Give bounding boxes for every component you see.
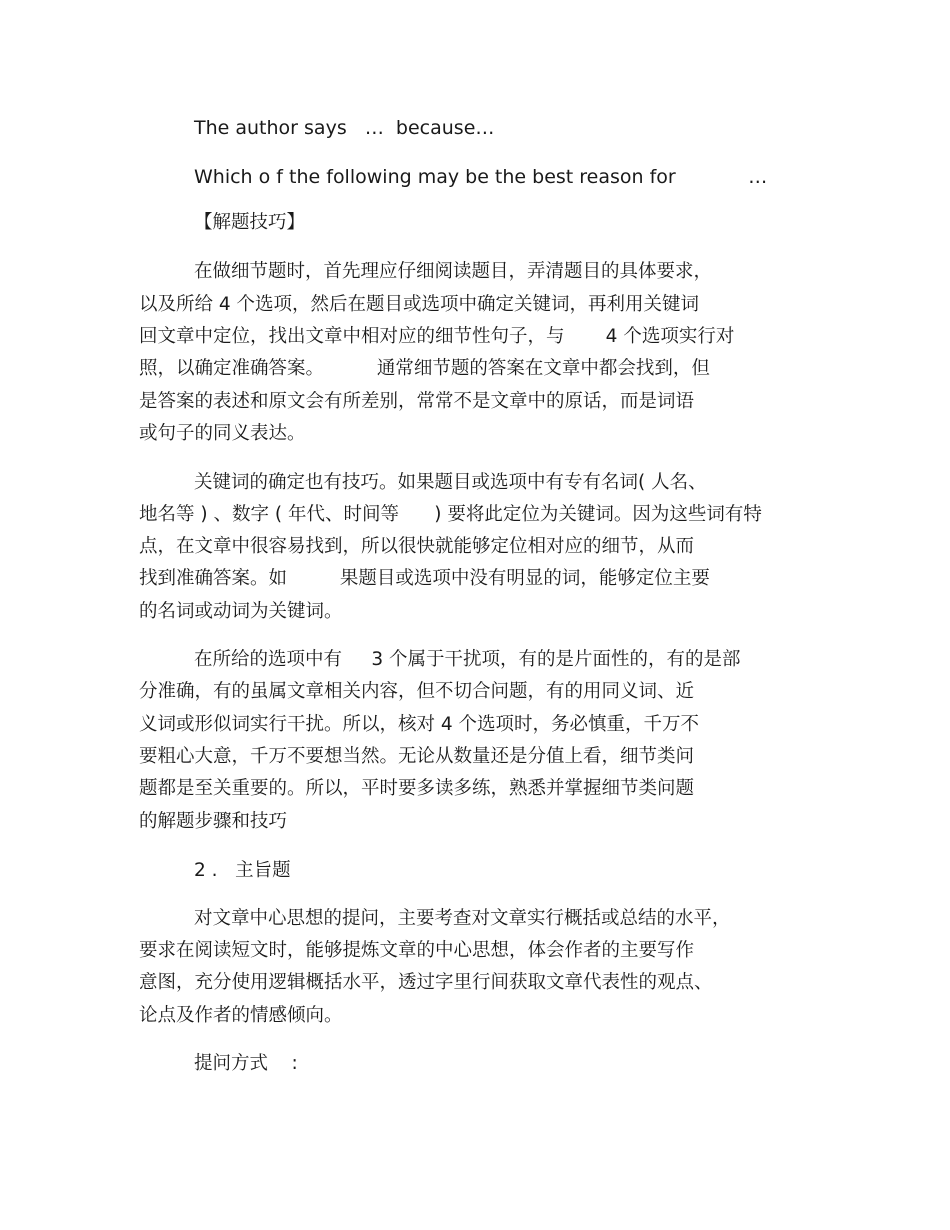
section-heading-main-idea: 2 . 主旨题 xyxy=(194,860,291,881)
paragraph-line: 分准确，有的虽属文章相关内容，但不切合问题，有的用同义词、近 xyxy=(139,681,695,702)
paragraph-line: 或句子的同义表达。 xyxy=(139,423,306,444)
paragraph-line: 照，以确定准确答案。 通常细节题的答案在文章中都会找到，但 xyxy=(139,358,710,379)
paragraph-line: 的解题步骤和技巧 xyxy=(139,811,288,832)
paragraph-line: 点，在文章中很容易找到，所以很快就能够定位相对应的细节，从而 xyxy=(139,536,695,557)
paragraph-line: 对文章中心思想的提问，主要考查对文章实行概括或总结的水平， xyxy=(194,908,731,929)
paragraph-line: 要粗心大意，千万不要想当然。无论从数量还是分值上看，细节类问 xyxy=(139,746,695,767)
paragraph-line: 找到准确答案。如 果题目或选项中没有明显的词，能够定位主要 xyxy=(139,568,710,589)
paragraph-line: 意图，充分使用逻辑概括水平，透过字里行间获取文章代表性的观点、 xyxy=(139,972,713,993)
paragraph-line: 在所给的选项中有 3 个属于干扰项，有的是片面性的，有的是部 xyxy=(194,649,741,670)
paragraph-line: 题都是至关重要的。所以，平时要多读多练，熟悉并掌握细节类问题 xyxy=(139,778,695,799)
paragraph-line: 是答案的表述和原文会有所差别，常常不是文章中的原话，而是词语 xyxy=(139,391,695,412)
english-line-author-says: The author says … because… xyxy=(194,117,495,139)
paragraph-line: 关键词的确定也有技巧。如果题目或选项中有专有名词( 人名、 xyxy=(194,472,707,493)
paragraph-line: 在做细节题时，首先理应仔细阅读题目，弄清题目的具体要求， xyxy=(194,261,713,282)
paragraph-line: 的名词或动词为关键词。 xyxy=(139,601,343,622)
paragraph-line: 以及所给 4 个选项，然后在题目或选项中确定关键词，再利用关键词 xyxy=(139,294,700,315)
paragraph-line: 要求在阅读短文时，能够提炼文章的中心思想，体会作者的主要写作 xyxy=(139,940,695,961)
paragraph-line: 论点及作者的情感倾向。 xyxy=(139,1005,343,1026)
paragraph-line: 地名等 ) 、数字 ( 年代、时间等 ) 要将此定位为关键词。因为这些词有特 xyxy=(139,504,762,525)
paragraph-line: 义词或形似词实行干扰。所以，核对 4 个选项时，务必慎重，千万不 xyxy=(139,714,700,735)
english-line-which-following: Which o f the following may be the best reason for … xyxy=(194,166,768,188)
tips-heading: 【解题技巧】 xyxy=(194,212,306,233)
paragraph-line: 回文章中定位，找出文章中相对应的细节性句子，与 4 个选项实行对 xyxy=(139,326,735,347)
question-format-label: 提问方式 : xyxy=(194,1053,298,1074)
